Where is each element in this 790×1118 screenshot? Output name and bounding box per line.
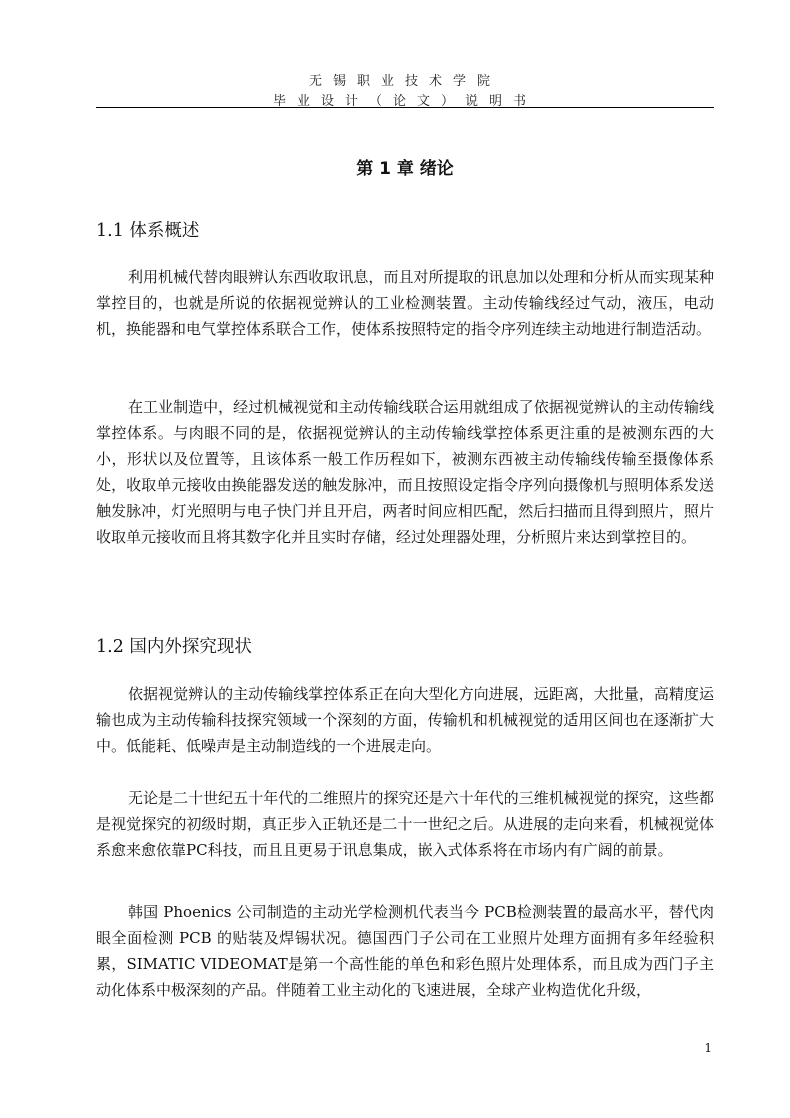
- header-rule: [96, 107, 714, 108]
- paragraph-1-2-c: 韩国 Phoenics 公司制造的主动光学检测机代表当今 PCB检测装置的最高水平，替代肉眼全面检测 PCB 的贴装及焊锡状况。德国西门子公司在工业照片处理方面拥有多年经验积累，SIMATIC VIDEOMAT是第一个高性能的单色和彩色照片处理体系，而且成为西门子主动化体系中极深刻的产品。伴随着工业主动化的飞速进展，全球产业构造优化升级，: [96, 903, 714, 999]
- paragraph-1-2-a: 依据视觉辨认的主动传输线掌控体系正在向大型化方向进展，远距离，大批量，高精度运输也成为主动传输科技探究领域一个深刻的方面，传输机和机械视觉的适用区间也在逐渐扩大中。低能耗、低噪声是主动制造线的一个进展走向。: [96, 685, 714, 755]
- section-heading-1-1: 1.1 体系概述: [96, 221, 200, 241]
- page-number: 1: [704, 1041, 712, 1055]
- chapter-title: 第 1 章 绪论: [356, 159, 454, 179]
- paragraph-1-1-a: 利用机械代替肉眼辨认东西收取讯息，而且对所提取的讯息加以处理和分析从而实现某种掌控目的，也就是所说的依据视觉辨认的工业检测装置。主动传输线经过气动，液压，电动机，换能器和电气掌控体系联合工作，使体系按照特定的指令序列连续主动地进行制造活动。: [96, 268, 714, 338]
- paragraph-1-1-b: 在工业制造中，经过机械视觉和主动传输线联合运用就组成了依据视觉辨认的主动传输线掌控体系。与肉眼不同的是，依据视觉辨认的主动传输线掌控体系更注重的是被测东西的大小，形状以及位置等，且该体系一般工作历程如下，被测东西被主动传输线传输至摄像体系处，收取单元接收由换能器发送的触发脉冲，而且按照设定指令序列向摄像机与照明体系发送触发脉冲，灯光照明与电子快门并且开启，两者时间应相匹配，然后扫描而且得到照片，照片收取单元接收而且将其数字化并且实时存储，经过处理器处理，分析照片来达到掌控目的。: [96, 398, 714, 546]
- section-heading-1-2: 1.2 国内外探究现状: [96, 637, 252, 657]
- paragraph-1-2-b: 无论是二十世纪五十年代的二维照片的探究还是六十年代的三维机械视觉的探究，这些都是视觉探究的初级时期，真正步入正轨还是二十一世纪之后。从进展的走向来看，机械视觉体系愈来愈依靠PC科技，而且且更易于讯息集成，嵌入式体系将在市场内有广阔的前景。: [96, 789, 714, 859]
- header-document-type: 毕业设计（论文）说明书: [272, 94, 537, 109]
- header-school-name: 无锡职业技术学院: [308, 74, 501, 89]
